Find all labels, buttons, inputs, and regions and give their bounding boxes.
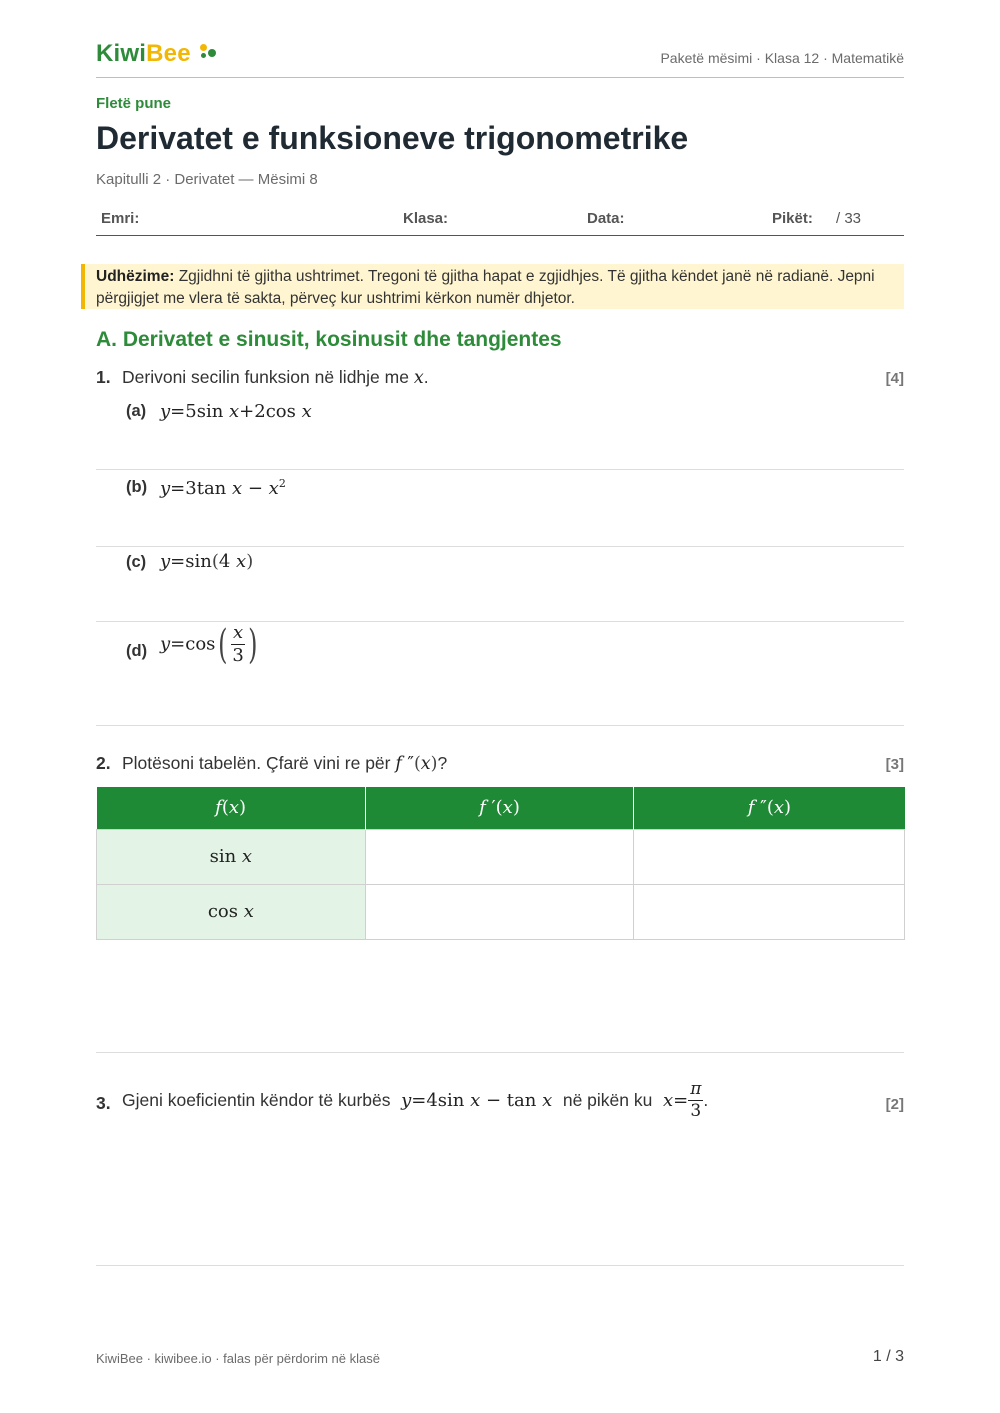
q3-marks: [2] bbox=[885, 1096, 904, 1113]
q1d-label: (d) bbox=[126, 642, 148, 660]
row-cos-name: cos bbox=[207, 901, 238, 922]
page-subtitle: Kapitulli 2 · Derivatet — Mësimi 8 bbox=[96, 171, 318, 188]
q1b-answer-line bbox=[96, 546, 904, 547]
q3-curve-expression: y=4sin x − tan x bbox=[401, 1090, 553, 1111]
class-field-label: Klasa: bbox=[403, 210, 449, 227]
header-f-prime: f ′(x) bbox=[365, 787, 634, 829]
student-fields bbox=[96, 203, 904, 236]
q1-prompt: Derivoni secilin funksion në lidhje me bbox=[122, 367, 409, 387]
row-cos-function: cos x bbox=[97, 884, 366, 939]
derivatives-table bbox=[96, 787, 905, 940]
page-title: Derivatet e funksioneve trigonometrike bbox=[96, 120, 689, 156]
q2-text bbox=[122, 753, 447, 774]
header-divider bbox=[96, 77, 904, 78]
header-f-double-prime: f ″(x) bbox=[634, 787, 905, 829]
instructions-label: Udhëzime: bbox=[96, 268, 175, 285]
page-number: 1 / 3 bbox=[872, 1348, 904, 1365]
q3-point-expression: x= $\frac{\pi}{3}$ bbox=[662, 1079, 702, 1121]
row-sin-name: sin bbox=[209, 846, 237, 867]
points-total: / 33 bbox=[836, 210, 862, 227]
q1a-label: (a) bbox=[126, 402, 147, 420]
q3-prompt-b: në pikën ku bbox=[562, 1090, 653, 1110]
header-f: f(x) bbox=[97, 787, 366, 829]
q3-number: 3. bbox=[96, 1093, 111, 1113]
q1c-label: (c) bbox=[126, 553, 147, 571]
q3-end: . bbox=[703, 1090, 709, 1110]
q2-marks: [3] bbox=[885, 756, 904, 773]
table-header-row bbox=[97, 787, 905, 829]
name-field-label: Emri: bbox=[101, 210, 140, 227]
q1b-expression: y=3tan $x - x^2$ bbox=[160, 477, 286, 499]
points-field-label: Pikët: bbox=[772, 210, 813, 227]
footer-credits: KiwiBee · kiwibee.io · falas për përdorim në klasë bbox=[96, 1351, 380, 1366]
q1-end: . bbox=[423, 367, 429, 387]
q3-text bbox=[122, 1081, 708, 1120]
q3-answer-line bbox=[96, 1265, 904, 1266]
q1-number: 1. bbox=[96, 367, 111, 387]
q1-marks: [4] bbox=[885, 370, 904, 387]
q1-text bbox=[122, 367, 429, 388]
row-sin-first-derivative-cell[interactable] bbox=[365, 829, 634, 884]
q1b-label: (b) bbox=[126, 478, 148, 496]
instructions-box bbox=[81, 264, 904, 309]
brand-logo-bee: Bee bbox=[146, 40, 191, 67]
q1a-answer-line bbox=[96, 469, 904, 470]
worksheet-kicker: Fletë pune bbox=[96, 95, 172, 112]
q1-variable: x bbox=[413, 368, 424, 388]
brand-logo-kiwi: Kiwi bbox=[96, 40, 147, 67]
q1a-expression: y=5sin x+2cos x bbox=[160, 401, 312, 422]
date-field-label: Data: bbox=[587, 210, 625, 227]
q1d-answer-line bbox=[96, 725, 904, 726]
q2-number: 2. bbox=[96, 753, 111, 773]
table-row bbox=[97, 884, 905, 939]
q2-second-derivative: f ″(x) bbox=[395, 754, 438, 774]
q1d-expression: y=cos( $\frac{x}{3}$ ) bbox=[160, 621, 258, 668]
brand-logo bbox=[96, 40, 191, 68]
row-sin-function: sin x bbox=[97, 829, 366, 884]
row-sin-second-derivative-cell[interactable] bbox=[634, 829, 905, 884]
q2-end: ? bbox=[437, 753, 448, 773]
table-row bbox=[97, 829, 905, 884]
row-cos-first-derivative-cell[interactable] bbox=[365, 884, 634, 939]
q3-prompt-a: Gjeni koeficientin këndor të kurbës bbox=[122, 1090, 391, 1110]
instructions-text: Zgjidhni të gjitha ushtrimet. Tregoni të gjitha hapat e zgjidhjes. Të gjitha këndet janë në radianë. Jepni përgjigjet me vlera të sakta, përveç kur ushtrimi kërkon numër dhjetor. bbox=[96, 268, 875, 307]
header-meta: Paketë mësimi · Klasa 12 · Matematikë bbox=[660, 50, 904, 66]
q2-answer-line bbox=[96, 1052, 904, 1053]
q2-prompt: Plotësoni tabelën. Çfarë vini re për bbox=[122, 753, 391, 773]
section-a-title: A. Derivatet e sinusit, kosinusit dhe tangjentes bbox=[96, 328, 562, 351]
bee-dots-icon bbox=[198, 43, 218, 61]
q1c-expression: y=sin(4 x) bbox=[160, 551, 254, 572]
row-cos-second-derivative-cell[interactable] bbox=[634, 884, 905, 939]
